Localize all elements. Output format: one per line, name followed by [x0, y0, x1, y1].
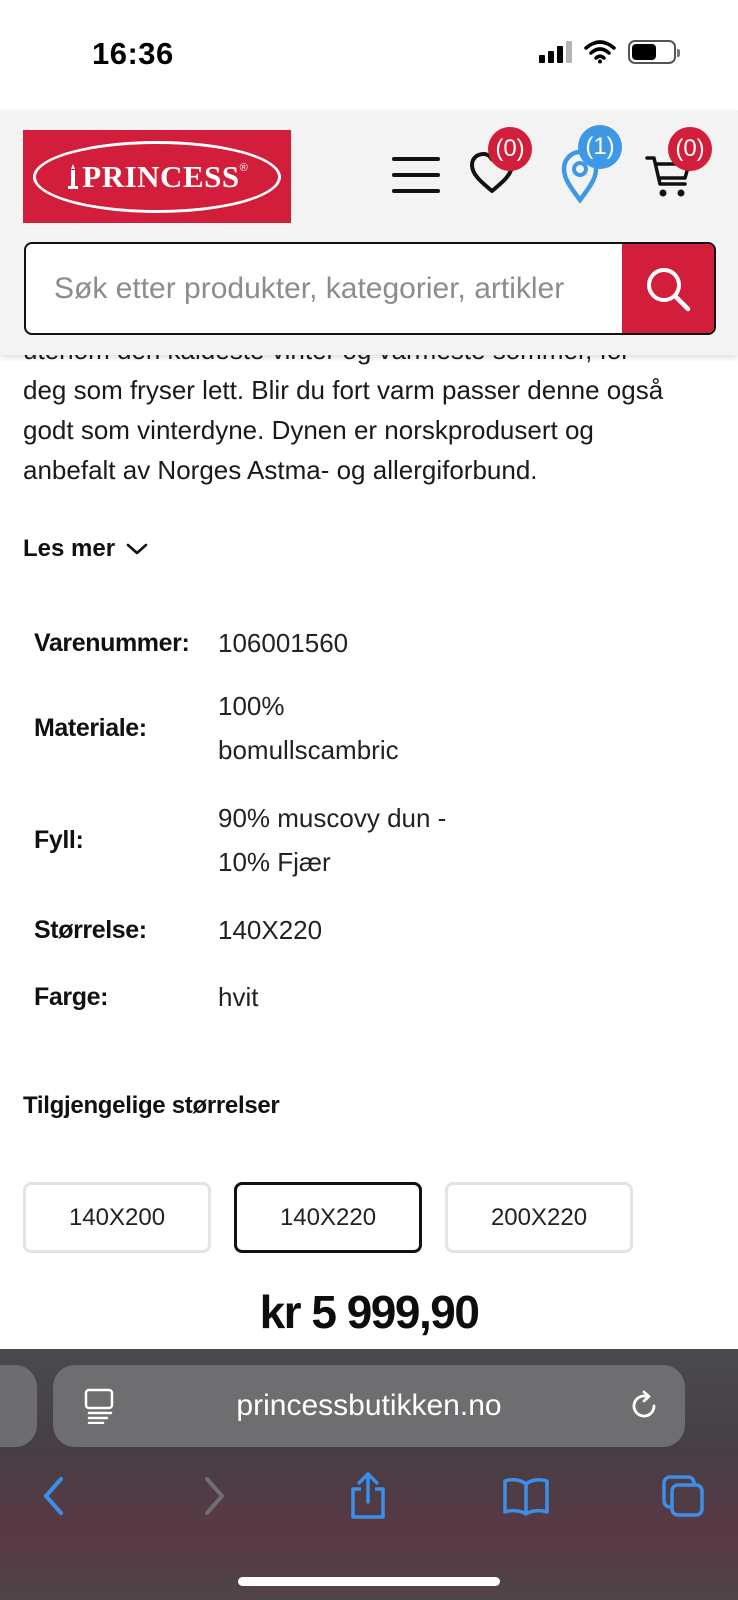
back-button[interactable]: [28, 1471, 80, 1521]
search-input[interactable]: [26, 244, 624, 333]
status-time: 16:36: [92, 36, 174, 71]
share-icon: [348, 1472, 388, 1520]
book-icon: [502, 1476, 550, 1516]
search-icon: [642, 263, 694, 315]
menu-icon[interactable]: [392, 157, 440, 193]
spec-row-material: [34, 684, 634, 772]
share-button[interactable]: [342, 1471, 394, 1521]
spec-value: hvit: [218, 982, 259, 1012]
logo-text: PRINCESS: [82, 158, 240, 194]
read-more-toggle[interactable]: [23, 535, 149, 563]
spec-label: Materiale:: [34, 713, 147, 742]
spec-row-item-number: [34, 621, 634, 665]
registered-mark: ®: [239, 161, 248, 174]
spec-label: Fyll:: [34, 825, 84, 854]
spec-label: Størrelse:: [34, 915, 147, 944]
description-line: anbefalt av Norges Astma- og allergiforbund.: [23, 455, 538, 485]
read-more-label: Les mer: [23, 535, 116, 562]
status-bar: [0, 0, 738, 110]
site-header: [0, 110, 738, 355]
spec-label: Varenummer:: [34, 628, 190, 657]
previous-tab-peek[interactable]: [0, 1365, 37, 1447]
size-option-140x220[interactable]: 140X220: [234, 1182, 422, 1253]
spec-value: 140X220: [218, 915, 323, 945]
spec-value: 106001560: [218, 628, 349, 658]
tabs-icon: [661, 1474, 705, 1518]
browser-toolbar: [0, 1349, 738, 1600]
spec-value: 100% bomullscambric: [218, 691, 399, 765]
address-bar[interactable]: [53, 1365, 685, 1447]
description-line: godt som vinterdyne. Dynen er norskprodusert og: [23, 415, 594, 445]
chevron-down-icon: [125, 541, 149, 557]
search-bar: [24, 242, 716, 335]
logo-oval: [33, 141, 281, 213]
bookmarks-button[interactable]: [500, 1471, 552, 1521]
search-button[interactable]: [622, 244, 714, 333]
spec-row-color: [34, 975, 634, 1019]
reload-icon[interactable]: [627, 1389, 661, 1423]
spec-label: Farge:: [34, 982, 109, 1011]
store-count-badge: (1): [578, 125, 622, 169]
size-option-140x200[interactable]: 140X200: [23, 1182, 211, 1253]
product-price: kr 5 999,90: [259, 1286, 479, 1338]
url-text: princessbutikken.no: [236, 1389, 502, 1422]
spec-value: 90% muscovy dun - 10% Fjær: [218, 803, 447, 877]
spec-row-filling: [34, 796, 634, 884]
size-option-200x220[interactable]: 200X220: [445, 1182, 633, 1253]
battery-icon: [628, 40, 676, 64]
chevron-left-icon: [41, 1476, 67, 1516]
princess-logo[interactable]: [23, 130, 291, 223]
tabs-button[interactable]: [657, 1471, 709, 1521]
spec-row-size: [34, 908, 634, 952]
chevron-right-icon: [201, 1476, 227, 1516]
available-sizes-title: Tilgjengelige størrelser: [23, 1092, 280, 1119]
forward-button[interactable]: [188, 1471, 240, 1521]
crown-candle-icon: [66, 163, 80, 191]
home-indicator: [238, 1577, 500, 1586]
description-line: deg som fryser lett. Blir du fort varm passer denne også: [23, 375, 664, 405]
wifi-icon: [584, 40, 616, 64]
cart-count-badge: (0): [668, 127, 712, 171]
cellular-signal-icon: [539, 41, 572, 63]
status-icons: [539, 40, 676, 64]
wishlist-count-badge: (0): [488, 127, 532, 171]
